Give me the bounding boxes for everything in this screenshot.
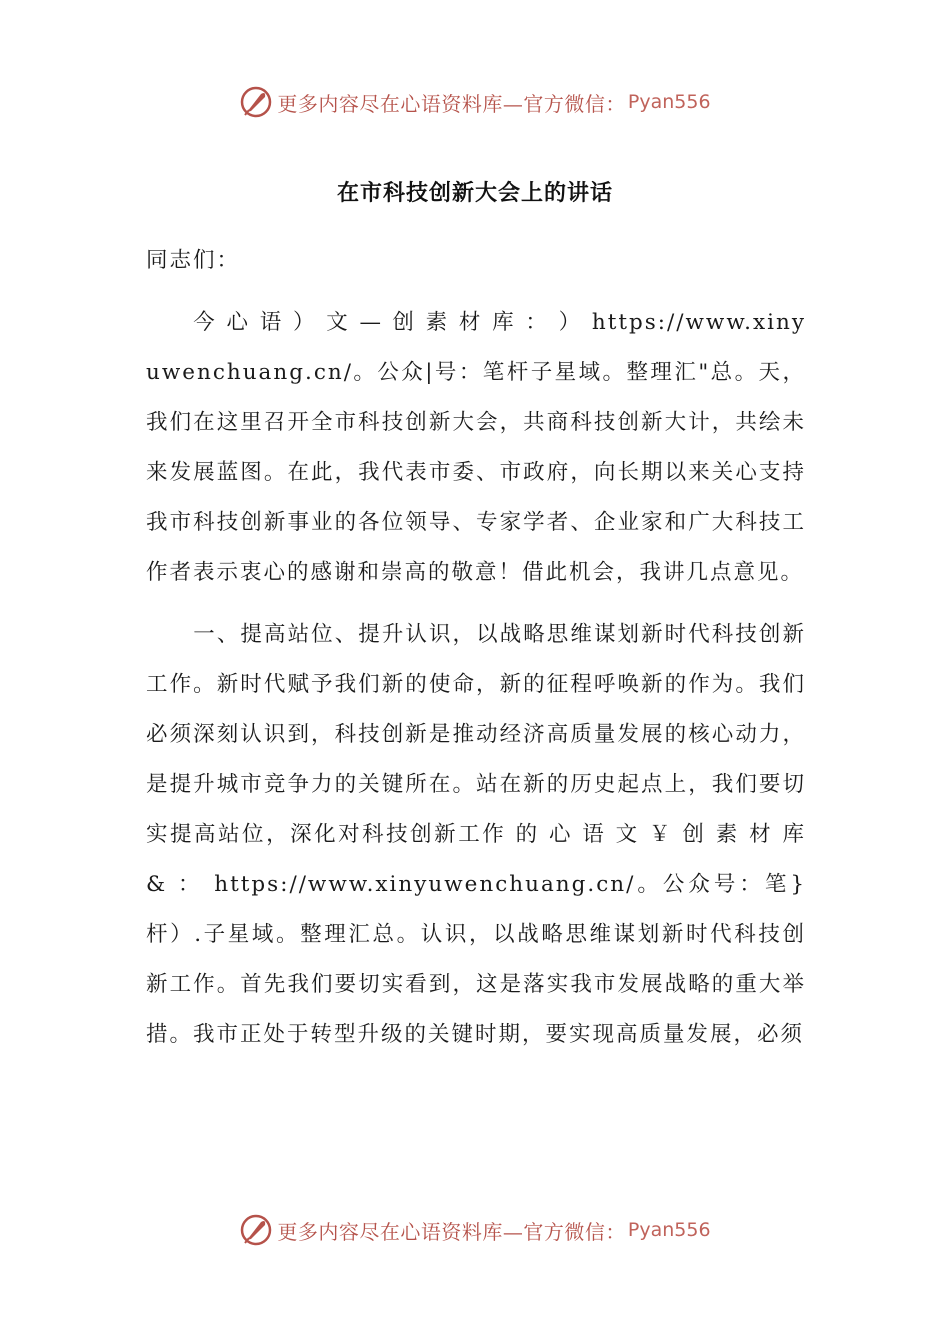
greeting: 同志们：: [146, 248, 241, 273]
paragraph-2: 一、提高站位、提升认识，以战略思维谋划新时代科技创新工作。新时代赋予我们新的使命，新的征程呼唤新的作为。我们必须深刻认识到，科技创新是推动经济高质量发展的核心动力，是提升城市竞争力的关键所在。站在新的历史起点上，我们要切实提高站位，深化对科技创新工作 的 心 语 文 ￥ 创 素 材 库 & ： https://www.xinyuwenchuang.cn/。公众号：笔}杆）.子星域。整理汇总。认识，以战略思维谋划新时代科技创新工作。首先我们要切实看到，这是落实我市发展战略的重大举措。我市正处于转型升级的关键时期，要实现高质量发展，必须: [146, 622, 806, 1047]
footer-banner-text: 更多内容尽在心语资料库—官方微信：: [277, 1219, 626, 1244]
footer-banner-wechat: Pyan556: [627, 1219, 711, 1241]
paragraph-1: 今 心 语 ） 文 — 创 素 材 库 ： ） https://www.xinyuwenchuang.cn/。公众|号：笔杆子星域。整理汇"总。天，我们在这里召开全市科技创新大会，共商科技创新大计，共绘未来发展蓝图。在此，我代表市委、市政府，向长期以来关心支持我市科技创新事业的各位领导、专家学者、企业家和广大科技工作者表示衷心的感谢和崇高的敬意！借此机会，我讲几点意见。: [146, 310, 806, 585]
header-banner-wechat: Pyan556: [627, 91, 711, 113]
header-banner-text: 更多内容尽在心语资料库—官方微信：: [277, 91, 626, 116]
quill-logo-icon: [239, 1213, 273, 1247]
footer-banner: [0, 1210, 950, 1250]
quill-logo-icon: [239, 85, 273, 119]
page-title: 在市科技创新大会上的讲话: [336, 180, 613, 206]
document-body: [146, 236, 806, 1072]
header-banner: [0, 82, 950, 122]
